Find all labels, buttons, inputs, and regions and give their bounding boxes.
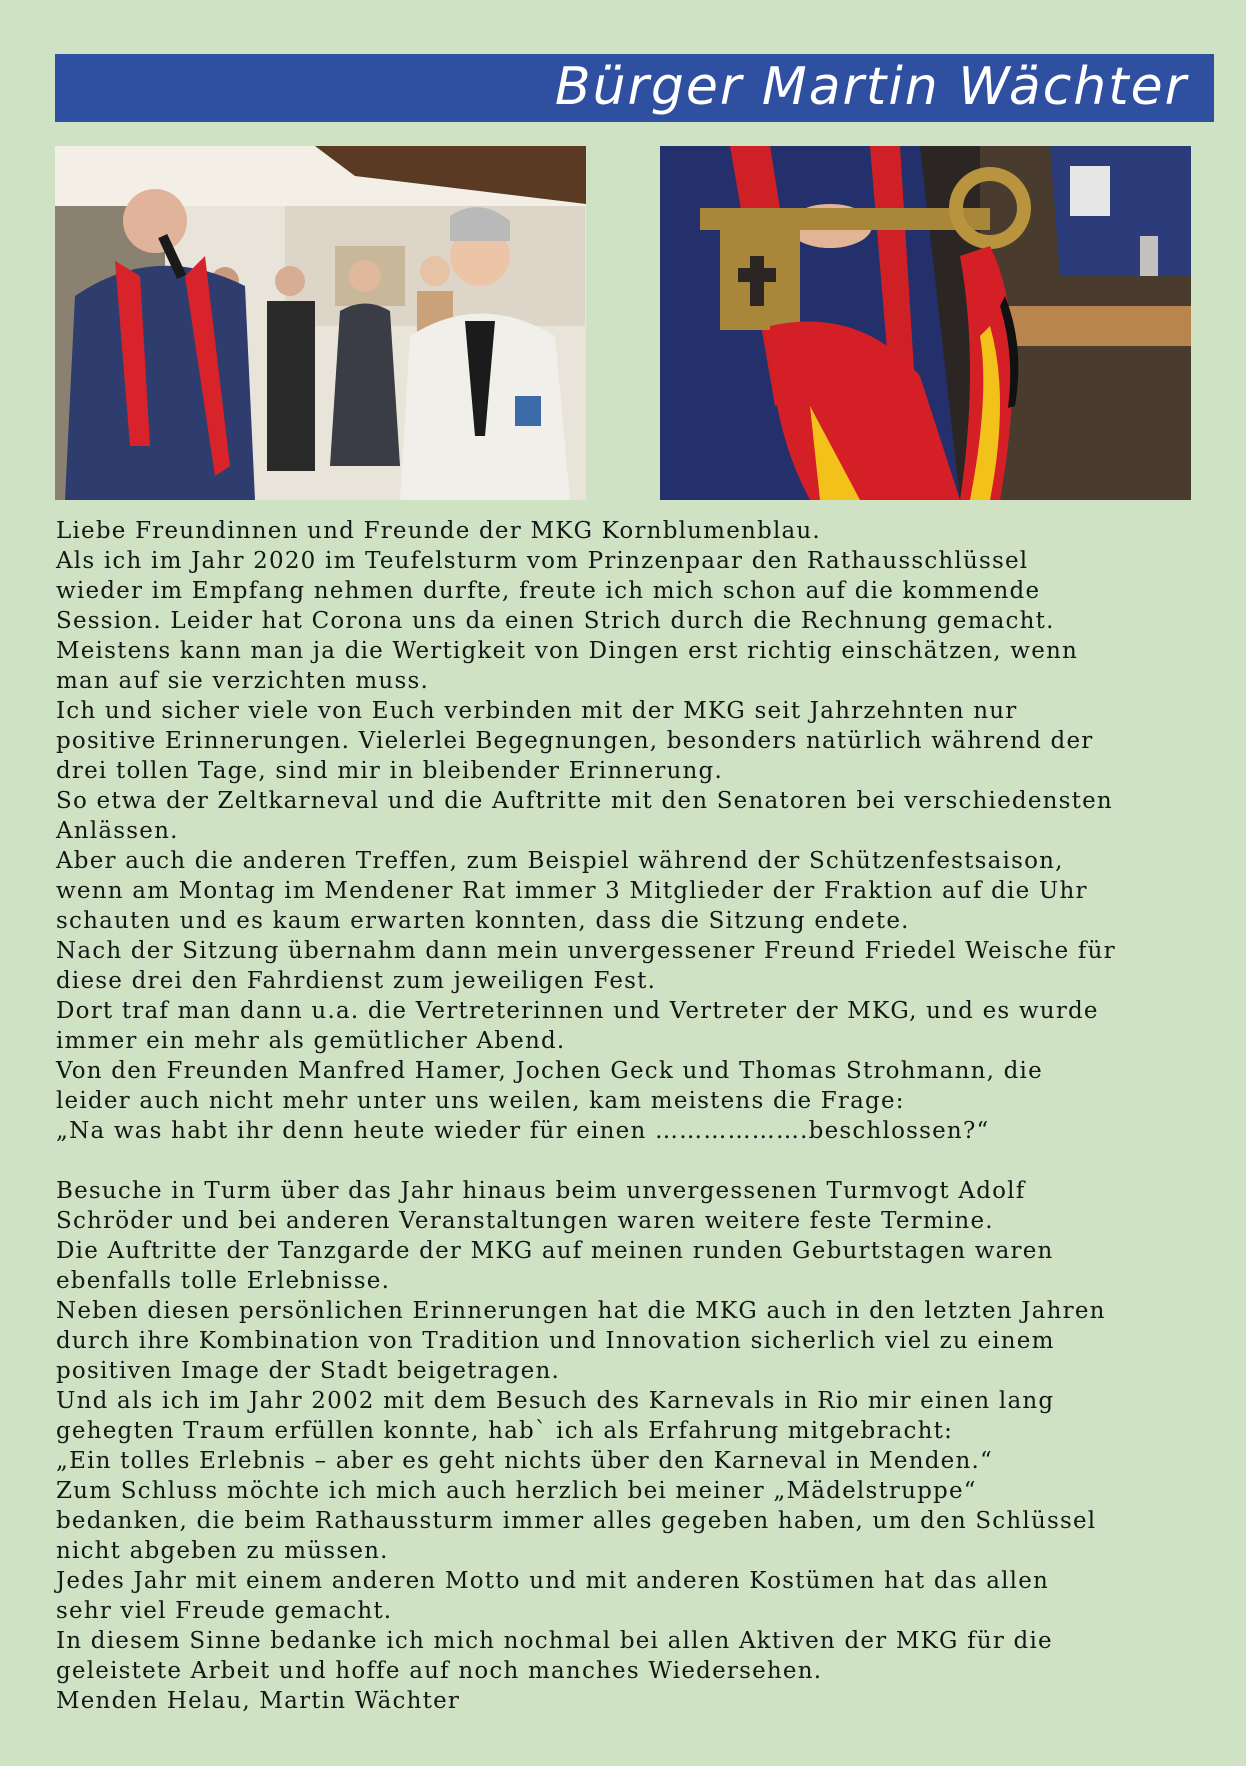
- letter-line: „Na was habt ihr denn heute wieder für einen ……………….beschlossen?“: [56, 1118, 990, 1144]
- letter-line: Liebe Freundinnen und Freunde der MKG Kornblumenblau.: [56, 518, 821, 544]
- letter-paragraph-1: [56, 516, 1226, 1146]
- letter-line: immer ein mehr als gemütlicher Abend.: [56, 1028, 566, 1054]
- letter-line: durch ihre Kombination von Tradition und Innovation sicherlich viel zu einem: [56, 1328, 1055, 1354]
- page-title: Bürger Martin Wächter: [554, 57, 1188, 117]
- letter-line: Zum Schluss möchte ich mich auch herzlich bei meiner „Mädelstruppe“: [56, 1478, 977, 1504]
- letter-line: Von den Freunden Manfred Hamer, Jochen Geck und Thomas Strohmann, die: [56, 1058, 1043, 1084]
- photo-2-illustration: [660, 146, 1191, 500]
- letter-line: man auf sie verzichten muss.: [56, 668, 429, 694]
- letter-line: Die Auftritte der Tanzgarde der MKG auf meinen runden Geburtstagen waren: [56, 1238, 1054, 1264]
- letter-line: Meistens kann man ja die Wertigkeit von Dingen erst richtig einschätzen, wenn: [56, 638, 1079, 664]
- letter-line: wenn am Montag im Mendener Rat immer 3 Mitglieder der Fraktion auf die Uhr: [56, 878, 1088, 904]
- letter-line: Session. Leider hat Corona uns da einen Strich durch die Rechnung gemacht.: [56, 608, 1055, 634]
- letter-line: geleistete Arbeit und hoffe auf noch manches Wiedersehen.: [56, 1658, 823, 1684]
- letter-line: Menden Helau, Martin Wächter: [56, 1688, 461, 1714]
- letter-line: nicht abgeben zu müssen.: [56, 1538, 389, 1564]
- letter-line: In diesem Sinne bedanke ich mich nochmal bei allen Aktiven der MKG für die: [56, 1628, 1053, 1654]
- letter-line: schauten und es kaum erwarten konnten, dass die Sitzung endete.: [56, 908, 910, 934]
- letter-line: gehegten Traum erfüllen konnte, hab` ich als Erfahrung mitgebracht:: [56, 1418, 954, 1444]
- paragraph-gap: [56, 1146, 1226, 1176]
- letter-line: Dort traf man dann u.a. die Vertreterinnen und Vertreter der MKG, und es wurde: [56, 998, 1099, 1024]
- title-banner: [55, 54, 1214, 122]
- letter-line: Und als ich im Jahr 2002 mit dem Besuch des Karnevals in Rio mir einen lang: [56, 1388, 1055, 1414]
- letter-line: wieder im Empfang nehmen durfte, freute ich mich schon auf die kommende: [56, 578, 1041, 604]
- letter-line: Jedes Jahr mit einem anderen Motto und mit anderen Kostümen hat das allen: [56, 1568, 1050, 1594]
- letter-line: Aber auch die anderen Treffen, zum Beispiel während der Schützenfestsaison,: [56, 848, 1064, 874]
- letter-line: drei tollen Tage, sind mir in bleibender Erinnerung.: [56, 758, 723, 784]
- letter-line: positiven Image der Stadt beigetragen.: [56, 1358, 560, 1384]
- letter-line: Besuche in Turm über das Jahr hinaus beim unvergessenen Turmvogt Adolf: [56, 1178, 1026, 1204]
- letter-line: So etwa der Zeltkarneval und die Auftritte mit den Senatoren bei verschiedensten: [56, 788, 1113, 814]
- letter-line: Schröder und bei anderen Veranstaltungen waren weitere feste Termine.: [56, 1208, 994, 1234]
- letter-line: bedanken, die beim Rathaussturm immer alles gegeben haben, um den Schlüssel: [56, 1508, 1097, 1534]
- letter-line: diese drei den Fahrdienst zum jeweiligen Fest.: [56, 968, 657, 994]
- letter-line: Anlässen.: [56, 818, 179, 844]
- letter-line: „Ein tolles Erlebnis – aber es geht nichts über den Karneval in Menden.“: [56, 1448, 993, 1474]
- photo-1-illustration: [55, 146, 586, 500]
- letter-paragraph-2: [56, 1176, 1226, 1716]
- letter-line: Als ich im Jahr 2020 im Teufelsturm vom Prinzenpaar den Rathausschlüssel: [56, 548, 1029, 574]
- letter-line: sehr viel Freude gemacht.: [56, 1598, 393, 1624]
- letter-line: Nach der Sitzung übernahm dann mein unvergessener Freund Friedel Weische für: [56, 938, 1116, 964]
- photo-speaker-with-microphone-and-guests: [55, 146, 586, 500]
- letter-line: Ich und sicher viele von Euch verbinden mit der MKG seit Jahrzehnten nur: [56, 698, 1018, 724]
- letter-line: leider auch nicht mehr unter uns weilen, kam meistens die Frage:: [56, 1088, 905, 1114]
- letter-body: [56, 516, 1226, 1716]
- letter-line: ebenfalls tolle Erlebnisse.: [56, 1268, 391, 1294]
- photo-town-hall-key-with-red-yellow-scarf: [660, 146, 1191, 500]
- letter-line: Neben diesen persönlichen Erinnerungen hat die MKG auch in den letzten Jahren: [56, 1298, 1106, 1324]
- letter-line: positive Erinnerungen. Vielerlei Begegnungen, besonders natürlich während der: [56, 728, 1094, 754]
